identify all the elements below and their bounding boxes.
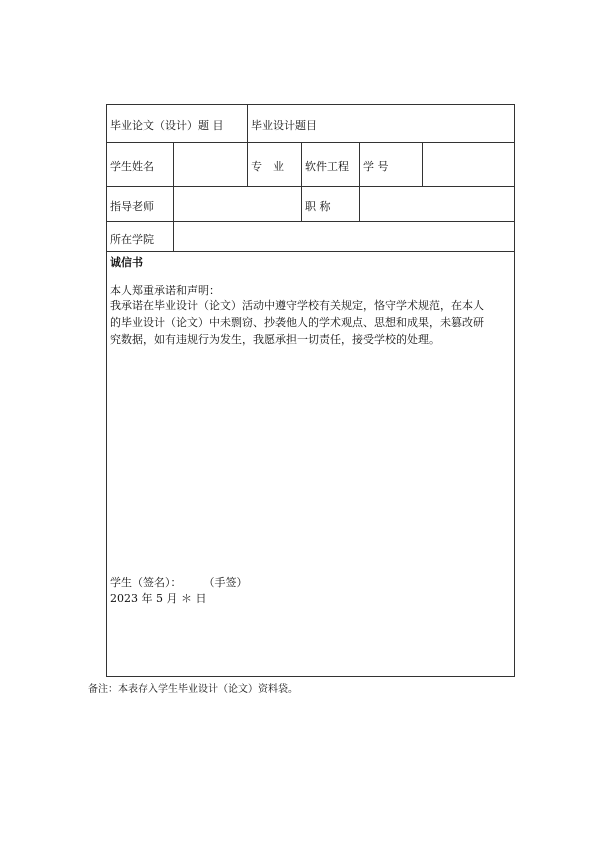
id-label: 学 号 (363, 160, 389, 173)
major-label: 专 业 (251, 160, 284, 173)
student-signature[interactable]: 学生（签名）： （手签） (110, 576, 248, 589)
declaration-intro: 本人郑重承诺和声明： (110, 284, 220, 297)
topic-value: 毕业设计题目 (251, 119, 317, 132)
student-row (107, 143, 514, 187)
id-label-cell (360, 143, 423, 186)
topic-row (107, 105, 514, 143)
topic-label: 毕业论文（设计）题 目 (110, 119, 224, 132)
name-label: 学生姓名 (110, 160, 154, 173)
name-label-cell (107, 143, 174, 186)
major-value: 软件工程 (305, 160, 349, 173)
college-value-cell[interactable] (174, 222, 514, 251)
topic-label-cell (107, 105, 248, 142)
college-label: 所在学院 (110, 233, 154, 246)
title-value-cell[interactable] (360, 187, 514, 221)
declaration-title: 诚信书 (110, 256, 143, 269)
title-label: 职 称 (305, 200, 331, 213)
advisor-label: 指导老师 (110, 200, 154, 213)
major-value-cell[interactable] (302, 143, 360, 186)
college-row (107, 222, 514, 252)
signature-date: 2023 年 5 月 ＊ 日 (110, 592, 207, 605)
major-label-cell (248, 143, 302, 186)
college-label-cell (107, 222, 174, 251)
name-value-cell[interactable] (174, 143, 248, 186)
advisor-value-cell[interactable] (174, 187, 302, 221)
topic-value-cell[interactable] (248, 105, 514, 142)
declaration-body: 我承诺在毕业设计（论文）活动中遵守学校有关规定，恪守学术规范，在本人 的毕业设计（论文）中未剽窃、抄袭他人的学术观点、思想和成果，未篡改研 究数据，如有违规行为发生，我愿承担一切责任，接受学校的处理。 (110, 299, 484, 346)
advisor-label-cell (107, 187, 174, 221)
integrity-declaration (107, 252, 514, 676)
id-value-cell[interactable] (423, 143, 514, 186)
title-label-cell (302, 187, 360, 221)
footer-note: 备注：本表存入学生毕业设计（论文）资料袋。 (88, 684, 298, 695)
advisor-row (107, 187, 514, 222)
thesis-form (106, 104, 515, 677)
